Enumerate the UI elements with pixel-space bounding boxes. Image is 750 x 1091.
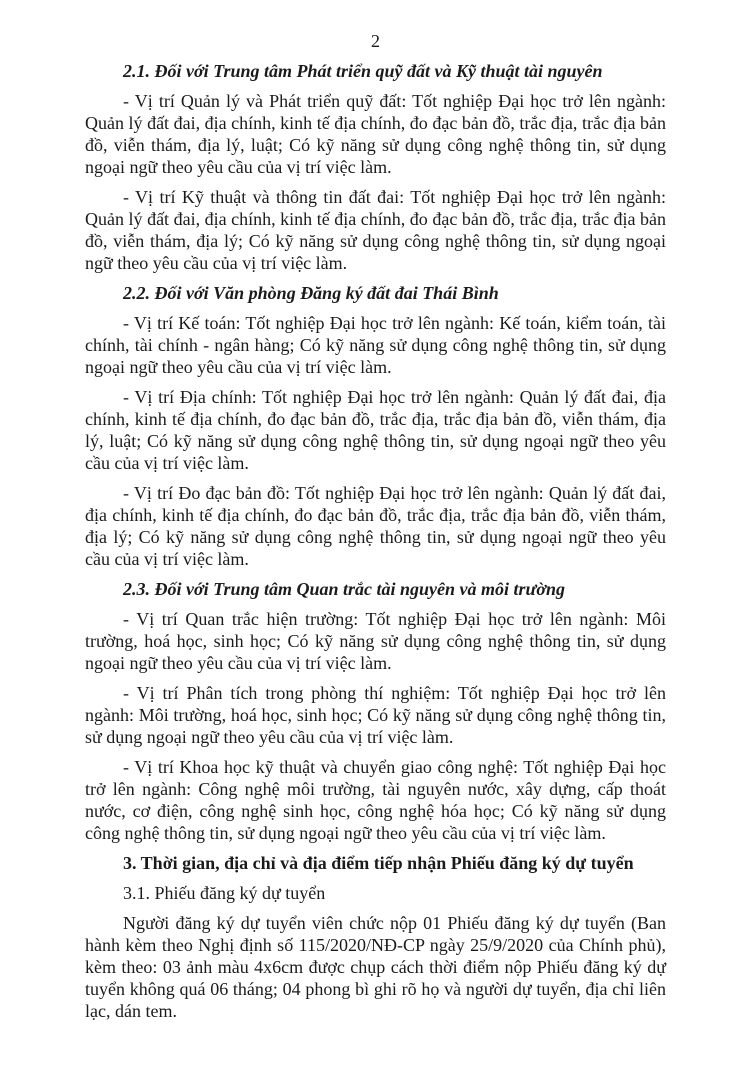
body-paragraph: - Vị trí Khoa học kỹ thuật và chuyển giao công nghệ: Tốt nghiệp Đại học trở lên ngành: Công nghệ môi trường, tài nguyên nước, xây dựng, cấp thoát nước, cơ điện, công nghệ sinh học, công nghệ hóa học; Có kỹ năng sử dụng công nghệ thông tin, sử dụng ngoại ngữ theo yêu cầu của vị trí việc làm. (85, 757, 666, 843)
body-paragraph: - Vị trí Phân tích trong phòng thí nghiệm: Tốt nghiệp Đại học trở lên ngành: Môi trường, hoá học, sinh học; Có kỹ năng sử dụng công nghệ thông tin, sử dụng ngoại ngữ theo yêu cầu của vị trí việc làm. (85, 683, 666, 747)
body-paragraph: - Vị trí Địa chính: Tốt nghiệp Đại học trở lên ngành: Quản lý đất đai, địa chính, kinh tế địa chính, đo đạc bản đồ, trắc địa, trắc địa bản đồ, viễn thám, địa lý, luật; Có kỹ năng sử dụng công nghệ thông tin, sử dụng ngoại ngữ theo yêu cầu của vị trí việc làm. (85, 387, 666, 473)
subsection-heading: 3.1. Phiếu đăng ký dự tuyển (123, 883, 326, 903)
body-paragraph: - Vị trí Quan trắc hiện trường: Tốt nghiệp Đại học trở lên ngành: Môi trường, hoá học, sinh học; Có kỹ năng sử dụng công nghệ thông tin, sử dụng ngoại ngữ theo yêu cầu của vị trí việc làm. (85, 609, 666, 673)
document-body (85, 60, 666, 1022)
section-heading: 2.2. Đối với Văn phòng Đăng ký đất đai Thái Bình (123, 283, 499, 303)
body-paragraph: - Vị trí Kế toán: Tốt nghiệp Đại học trở lên ngành: Kế toán, kiểm toán, tài chính, tài chính - ngân hàng; Có kỹ năng sử dụng công nghệ thông tin, sử dụng ngoại ngữ theo yêu cầu của vị trí việc làm. (85, 313, 666, 377)
section-heading: 3. Thời gian, địa chỉ và địa điểm tiếp nhận Phiếu đăng ký dự tuyển (123, 853, 634, 873)
page-number: 2 (371, 31, 380, 51)
body-paragraph: - Vị trí Kỹ thuật và thông tin đất đai: Tốt nghiệp Đại học trở lên ngành: Quản lý đất đai, địa chính, kinh tế địa chính, đo đạc bản đồ, trắc địa, trắc địa bản đồ, viễn thám, địa lý; Có kỹ năng sử dụng công nghệ thông tin, sử dụng ngoại ngữ theo yêu cầu của vị trí việc làm. (85, 187, 666, 273)
section-heading: 2.3. Đối với Trung tâm Quan trắc tài nguyên và môi trường (123, 579, 565, 599)
body-paragraph: Người đăng ký dự tuyển viên chức nộp 01 Phiếu đăng ký dự tuyển (Ban hành kèm theo Nghị định số 115/2020/NĐ-CP ngày 25/9/2020 của Chính phủ), kèm theo: 03 ảnh màu 4x6cm được chụp cách thời điểm nộp Phiếu đăng ký dự tuyển không quá 06 tháng; 04 phong bì ghi rõ họ và người dự tuyển, địa chỉ liên lạc, dán tem. (85, 913, 666, 1021)
body-paragraph: - Vị trí Đo đạc bản đồ: Tốt nghiệp Đại học trở lên ngành: Quản lý đất đai, địa chính, kinh tế địa chính, đo đạc bản đồ, trắc địa, trắc địa bản đồ, viễn thám, địa lý; Có kỹ năng sử dụng công nghệ thông tin, sử dụng ngoại ngữ theo yêu cầu của vị trí việc làm. (85, 483, 666, 569)
body-paragraph: - Vị trí Quản lý và Phát triển quỹ đất: Tốt nghiệp Đại học trở lên ngành: Quản lý đất đai, địa chính, kinh tế địa chính, đo đạc bản đồ, trắc địa, trắc địa bản đồ, viễn thám, địa lý, luật; Có kỹ năng sử dụng công nghệ thông tin, sử dụng ngoại ngữ theo yêu cầu của vị trí việc làm. (85, 91, 666, 177)
section-heading: 2.1. Đối với Trung tâm Phát triển quỹ đất và Kỹ thuật tài nguyên (123, 61, 603, 81)
